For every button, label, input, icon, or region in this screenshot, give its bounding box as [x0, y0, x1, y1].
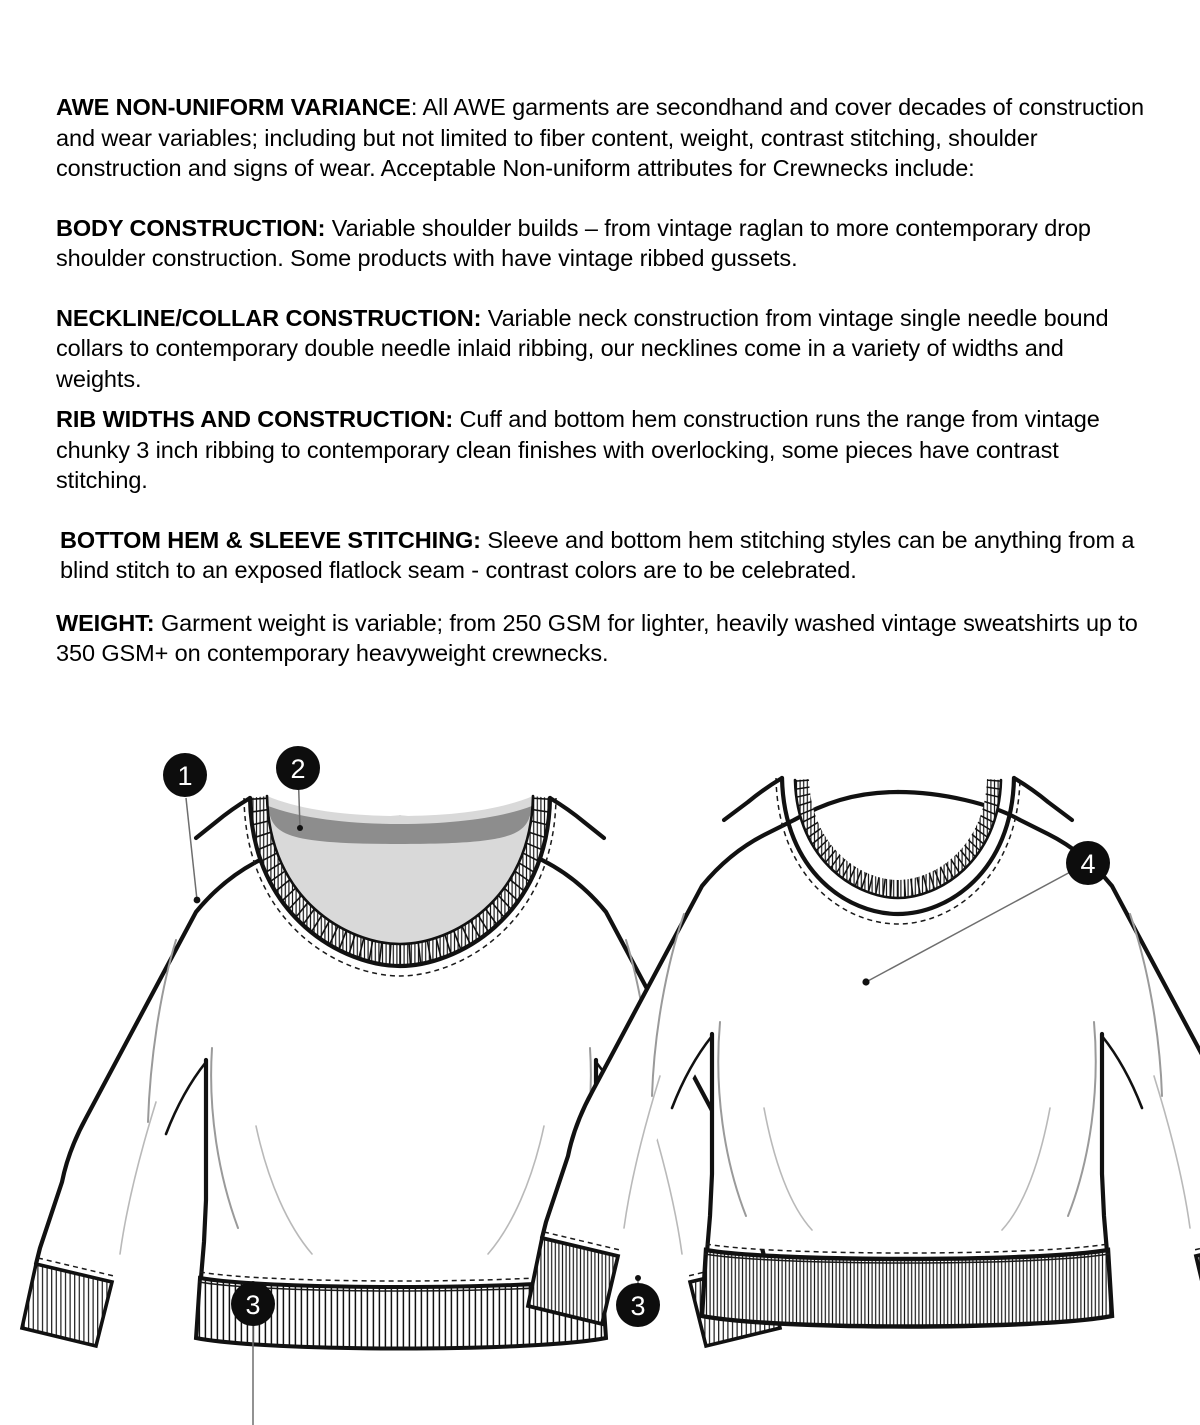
paragraph-gap [56, 394, 1146, 404]
callout-3-back-group[interactable] [616, 1275, 660, 1327]
callout-4-number: 4 [1080, 849, 1096, 879]
paragraph-body-construction [56, 213, 1146, 274]
technical-flat-illustrations [0, 730, 1200, 1425]
paragraph-rib-widths-and-construction [56, 404, 1146, 496]
paragraph-body: Variable shoulder builds – from vintage raglan to more contemporary drop shoulder construction. Some products with have vintage ribbed gussets. [56, 214, 1091, 271]
callout-3-back-dot [635, 1275, 641, 1281]
front-left-shoulder-seam [196, 798, 250, 838]
paragraph-awe-non-uniform-variance [56, 92, 1146, 184]
back-left-shoulder-seam [724, 778, 782, 820]
paragraph-body: Sleeve and bottom hem stitching styles can be anything from a blind stitch to an exposed flatlock seam - contrast colors are to be celebrated. [60, 526, 1135, 583]
paragraph-heading: NECKLINE/COLLAR CONSTRUCTION: [56, 304, 482, 331]
paragraph-gap [56, 586, 1146, 608]
front-left-side-seam [201, 1060, 206, 1278]
callout-1-shoulder-construction[interactable] [163, 753, 207, 903]
crewneck-back-view [528, 770, 1200, 1327]
paragraph-heading: RIB WIDTHS AND CONSTRUCTION: [56, 406, 454, 432]
front-right-shoulder-seam [550, 798, 604, 838]
paragraph-heading: AWE NON-UNIFORM VARIANCE [56, 94, 411, 120]
paragraph-body: Variable neck construction from vintage single needle bound collars to contemporary double needle inlaid ribbing, our necklines come in a variety of widths and weights. [56, 304, 1109, 392]
paragraph-body: All AWE garments are secondhand and cover decades of construction and wear variables; including but not limited to fiber content, weight, contrast stitching, shoulder construction and signs of wear. Acceptable Non-uniform attributes for Crewnecks include: [56, 94, 1144, 181]
callout-1-target-dot [194, 897, 201, 904]
paragraph-neckline-collar-construction [56, 303, 1146, 395]
paragraph-bottom-hem-sleeve-stitching [56, 525, 1146, 586]
paragraph-heading: BOTTOM HEM & SLEEVE STITCHING: [60, 526, 481, 553]
callout-3-front-number: 3 [245, 1290, 261, 1320]
callout-2-target-dot [297, 825, 303, 831]
callout-1-number: 1 [177, 761, 193, 791]
callout-1-leader [186, 798, 197, 900]
back-left-cuff-rib [528, 1238, 618, 1324]
spec-text-block [56, 92, 1146, 669]
back-right-side-seam [1102, 1034, 1107, 1252]
paragraph-separator: : [410, 94, 423, 120]
paragraph-heading: BODY CONSTRUCTION: [56, 214, 326, 241]
callout-2-number: 2 [290, 754, 306, 784]
paragraph-gap [56, 274, 1146, 303]
back-hem-rib-band [702, 1250, 1112, 1327]
paragraph-gap [56, 496, 1146, 525]
paragraph-gap [56, 184, 1146, 213]
back-right-shoulder-seam [1014, 778, 1072, 820]
callout-4-target-dot [862, 978, 869, 985]
paragraph-heading: WEIGHT: [56, 609, 155, 636]
callout-3-back-number: 3 [630, 1291, 646, 1321]
paragraph-body: Cuff and bottom hem construction runs the range from vintage chunky 3 inch ribbing to contemporary clean finishes with overlocking, some pieces have contrast stitching. [56, 406, 1100, 493]
paragraph-weight [56, 608, 1146, 669]
paragraph-body: Garment weight is variable; from 250 GSM for lighter, heavily washed vintage sweatshirts up to 350 GSM+ on contemporary heavyweight crewnecks. [56, 609, 1138, 666]
